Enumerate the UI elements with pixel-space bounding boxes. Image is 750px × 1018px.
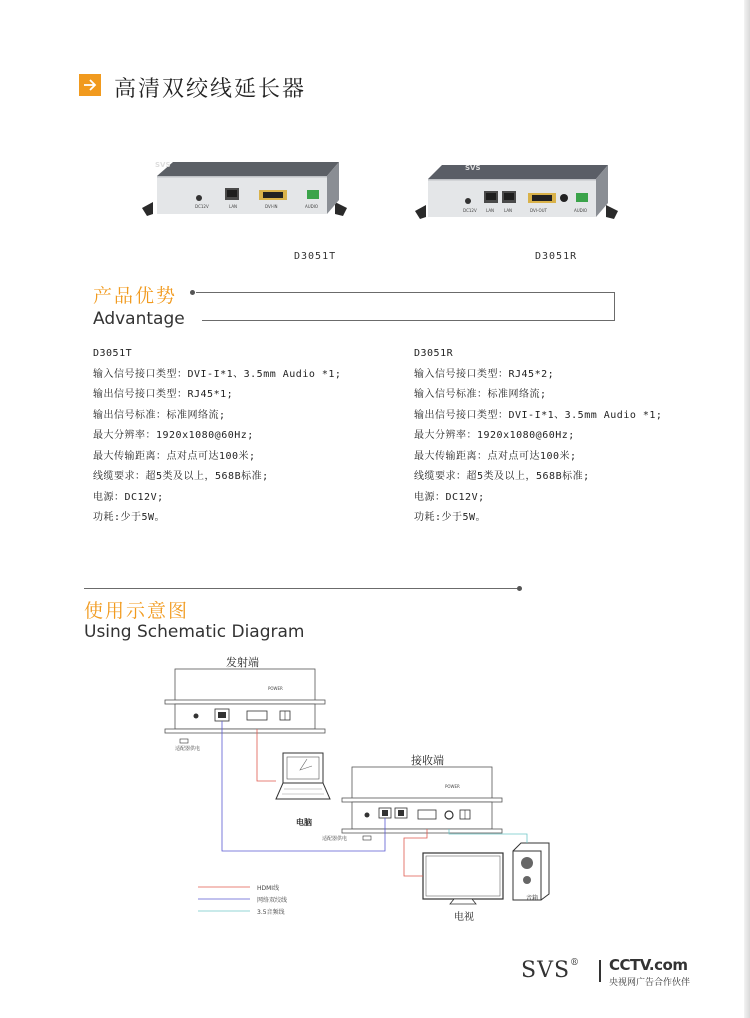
logo-divider bbox=[599, 960, 601, 982]
spec-item: 电源：DC12V; bbox=[93, 491, 164, 503]
section-line bbox=[196, 292, 615, 293]
spec-item: 功耗:少于5W。 bbox=[93, 512, 166, 523]
product-caption: D3051R bbox=[535, 251, 578, 262]
section-line bbox=[202, 320, 615, 321]
arrow-icon bbox=[79, 74, 101, 96]
product-photo-d3051r bbox=[412, 163, 622, 225]
spec-item: 线缆要求：超5类及以上，568B标准; bbox=[93, 471, 269, 482]
section-line bbox=[614, 292, 615, 321]
brand-logo: SVS® bbox=[521, 958, 581, 983]
tv-label: 电视 bbox=[454, 912, 474, 923]
adapter-label: 适配器供电 bbox=[322, 836, 348, 842]
spec-item: 输出信号接口类型：RJ45*1; bbox=[93, 389, 234, 400]
legend-hdmi: HDMI线 bbox=[257, 885, 280, 892]
port-label: AUDIO bbox=[574, 208, 588, 213]
advantage-title-cn: 产品优势 bbox=[93, 285, 178, 307]
spec-item: 电源：DC12V; bbox=[414, 491, 485, 503]
adapter-label: 适配器供电 bbox=[175, 746, 201, 752]
schematic-title-en: Using Schematic Diagram bbox=[84, 622, 305, 642]
spec-item: 输入信号接口类型：DVI-I*1、3.5mm Audio *1; bbox=[93, 368, 342, 380]
product-logo: SVS bbox=[155, 161, 171, 169]
product-caption: D3051T bbox=[294, 251, 337, 262]
speaker-label: 音箱 bbox=[526, 895, 539, 902]
section-dot bbox=[517, 586, 522, 591]
spec-item: D3051T bbox=[93, 348, 133, 359]
port-label: DC12V bbox=[195, 204, 209, 209]
spec-item: 输出信号接口类型：DVI-I*1、3.5mm Audio *1; bbox=[414, 409, 663, 421]
spec-item: 最大传输距离：点对点可达100米; bbox=[93, 450, 256, 462]
spec-item: 输出信号标准：标准网络流; bbox=[93, 409, 226, 421]
computer-label: 电脑 bbox=[296, 817, 312, 827]
spec-item: D3051R bbox=[414, 348, 454, 359]
spec-item: 功耗:少于5W。 bbox=[414, 512, 487, 523]
port-label: DVI-OUT bbox=[530, 208, 547, 213]
spec-item: 最大分辨率：1920x1080@60Hz; bbox=[93, 430, 254, 441]
receiver-label: 接收端 bbox=[411, 754, 444, 767]
spec-list-d3051r bbox=[414, 344, 662, 529]
spec-item: 线缆要求：超5类及以上，568B标准; bbox=[414, 471, 590, 482]
legend-network: 网络双绞线 bbox=[257, 897, 288, 904]
legend-audio: 3.5音频线 bbox=[257, 909, 285, 916]
power-label: POWER bbox=[268, 686, 283, 691]
partner-subtitle: 央视网广告合作伙伴 bbox=[609, 978, 691, 988]
port-label: LAN bbox=[504, 208, 513, 213]
section-dot bbox=[190, 290, 195, 295]
spec-list-d3051t bbox=[93, 344, 341, 529]
schematic-diagram bbox=[0, 650, 750, 940]
partner-logo: CCTV.com bbox=[609, 956, 688, 974]
sender-label: 发射端 bbox=[226, 656, 259, 669]
product-logo: SVS bbox=[465, 164, 481, 172]
spec-item: 输入信号标准：标准网络流; bbox=[414, 389, 547, 400]
section-line bbox=[84, 588, 520, 589]
port-label: AUDIO bbox=[305, 204, 319, 209]
spec-item: 最大分辨率：1920x1080@60Hz; bbox=[414, 430, 575, 441]
port-label: DVI-IN bbox=[265, 204, 278, 209]
spec-item: 输入信号接口类型：RJ45*2; bbox=[414, 368, 555, 380]
spec-item: 最大传输距离：点对点可达100米; bbox=[414, 450, 577, 462]
port-label: LAN bbox=[229, 204, 238, 209]
power-label: POWER bbox=[445, 784, 460, 789]
port-label: DC12V bbox=[463, 208, 477, 213]
port-label: LAN bbox=[486, 208, 495, 213]
schematic-title-cn: 使用示意图 bbox=[84, 600, 190, 622]
page-title: 高清双绞线延长器 bbox=[114, 77, 307, 102]
advantage-title-en: Advantage bbox=[93, 309, 185, 329]
